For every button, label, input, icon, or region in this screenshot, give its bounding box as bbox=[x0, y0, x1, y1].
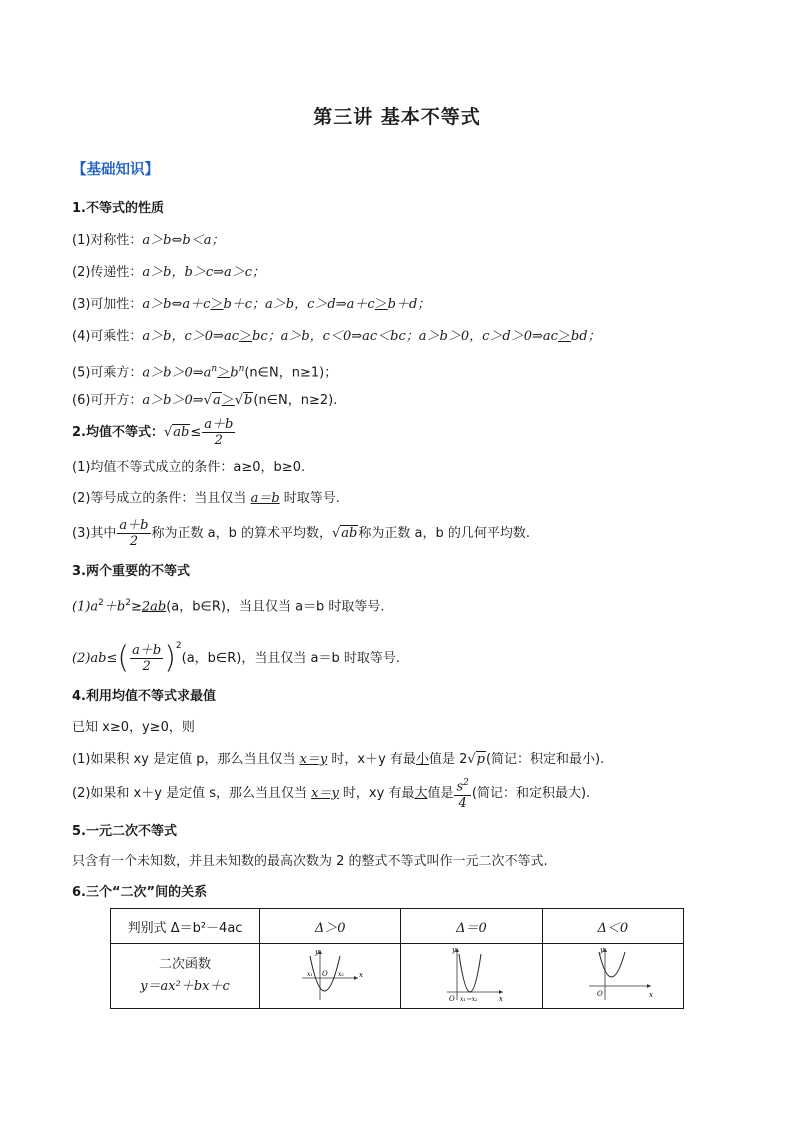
svg-text:y: y bbox=[315, 948, 320, 956]
section-heading: 【基础知识】 bbox=[72, 162, 159, 178]
property-line: (1)对称性：a＞b⇔b＜a； bbox=[72, 233, 225, 248]
definition-text: 只含有一个未知数，并且未知数的最高次数为 2 的整式不等式叫作一元二次不等式. bbox=[72, 854, 548, 869]
heading-3: 3.两个重要的不等式 bbox=[72, 564, 190, 579]
sqrt-sign: √ bbox=[203, 393, 212, 408]
table-row bbox=[111, 909, 684, 944]
table-cell: 判别式 Δ＝b²－4ac bbox=[111, 909, 260, 944]
heading-4: 4.利用均值不等式求最值 bbox=[72, 689, 216, 704]
table-cell bbox=[260, 944, 401, 1009]
sqrt-sign: √ bbox=[234, 393, 244, 408]
svg-text:y: y bbox=[452, 946, 457, 954]
sqrt-sign: √ bbox=[163, 425, 173, 440]
parabola-graph-no-root bbox=[543, 944, 683, 1004]
svg-text:x₁＝x₂: x₁＝x₂ bbox=[460, 996, 479, 1003]
svg-text:O: O bbox=[322, 970, 328, 978]
table-cell: 二次函数 y＝ax²＋bx＋c bbox=[111, 944, 260, 1009]
table-cell: Δ＞0 bbox=[260, 909, 401, 944]
relation-table bbox=[110, 908, 684, 1009]
heading-5: 5.一元二次不等式 bbox=[72, 824, 177, 839]
condition-line: (3)其中 $\frac{a+b}{2}$ 称为正数 a，b 的算术平均数，√ab称为正数 a，b 的几何平均数. bbox=[72, 518, 530, 549]
inequality-line: $(1)a^2+b^2\ge 2ab(a$，b∈R)，当且仅当 a＝b 时取等号. bbox=[72, 598, 385, 615]
fraction: $\frac{a+b}{2}$ bbox=[119, 518, 149, 549]
heading-1: 1.不等式的性质 bbox=[72, 201, 164, 216]
parabola-graph-one-root bbox=[401, 944, 541, 1004]
svg-text:x₁: x₁ bbox=[307, 971, 313, 978]
inequality-line: (2)ab≤( $\frac{a+b}{2}$ )$^2$(a，b∈R)，当且仅当 a＝b 时取等号. bbox=[72, 640, 400, 676]
extremum-line: (2)如果和 x＋y 是定值 s，那么当且仅当 x＝y 时，xy 有最大值是 $\frac{s^2}{4}$ (简记：和定积最大). bbox=[72, 778, 591, 811]
property-line: (6)可开方：a＞b＞0⇒√a＞√b(n∈N，n≥2). bbox=[72, 393, 338, 408]
sqrt-sign: √ bbox=[331, 526, 341, 541]
fraction: $\frac{a+b}{2}$ bbox=[204, 417, 234, 448]
property-line: (2)传递性：a＞b，b＞c⇒a＞c； bbox=[72, 265, 266, 280]
property-line: (3)可加性：a＞b⇔a＋c＞b＋c；a＞b，c＞d⇒a＋c＞b＋d； bbox=[72, 297, 431, 312]
svg-text:y: y bbox=[599, 946, 604, 954]
table-cell: Δ＜0 bbox=[542, 909, 683, 944]
parabola-graph-two-roots bbox=[260, 944, 400, 1004]
svg-text:O: O bbox=[449, 995, 456, 1003]
sqrt-sign: √ bbox=[467, 752, 476, 767]
svg-text:O: O bbox=[596, 990, 603, 998]
svg-text:x₂: x₂ bbox=[338, 971, 344, 978]
extremum-line: (1)如果积 xy 是定值 p，那么当且仅当 x＝y 时，x＋y 有最小值是 2√p(简记：积定和最小). bbox=[72, 752, 605, 767]
table-row bbox=[111, 944, 684, 1009]
page-title: 第三讲 基本不等式 bbox=[313, 106, 481, 128]
heading-6: 6.三个“二次”间的关系 bbox=[72, 885, 208, 900]
condition-line: (2)等号成立的条件：当且仅当 a＝b 时取等号. bbox=[72, 491, 340, 506]
condition-line: (1)均值不等式成立的条件：a≥0，b≥0. bbox=[72, 460, 306, 475]
fraction: $\frac{s^2}{4}$ bbox=[456, 778, 469, 811]
table-cell bbox=[542, 944, 683, 1009]
left-paren: ( bbox=[117, 640, 130, 676]
svg-text:x: x bbox=[359, 971, 364, 979]
table-cell bbox=[401, 944, 542, 1009]
property-line: (5)可乘方：$a>b>0\Rightarrow a^n>b^n(n\in N$，n≥1)； bbox=[72, 364, 338, 381]
svg-text:x: x bbox=[648, 991, 653, 999]
right-paren: ) bbox=[164, 640, 176, 676]
table-cell: Δ＝0 bbox=[401, 909, 542, 944]
mean-inequality-line: 2.均值不等式：√ab≤ $\frac{a+b}{2}$ bbox=[72, 417, 234, 448]
svg-text:x: x bbox=[499, 995, 504, 1003]
fraction: $\frac{a+b}{2}$ bbox=[132, 643, 162, 674]
property-line: (4)可乘性：a＞b，c＞0⇒ac＞bc；a＞b，c＜0⇒ac＜bc；a＞b＞0，c＞d＞0⇒ac＞bd； bbox=[72, 329, 601, 344]
known-line: 已知 x≥0，y≥0，则 bbox=[72, 720, 195, 735]
